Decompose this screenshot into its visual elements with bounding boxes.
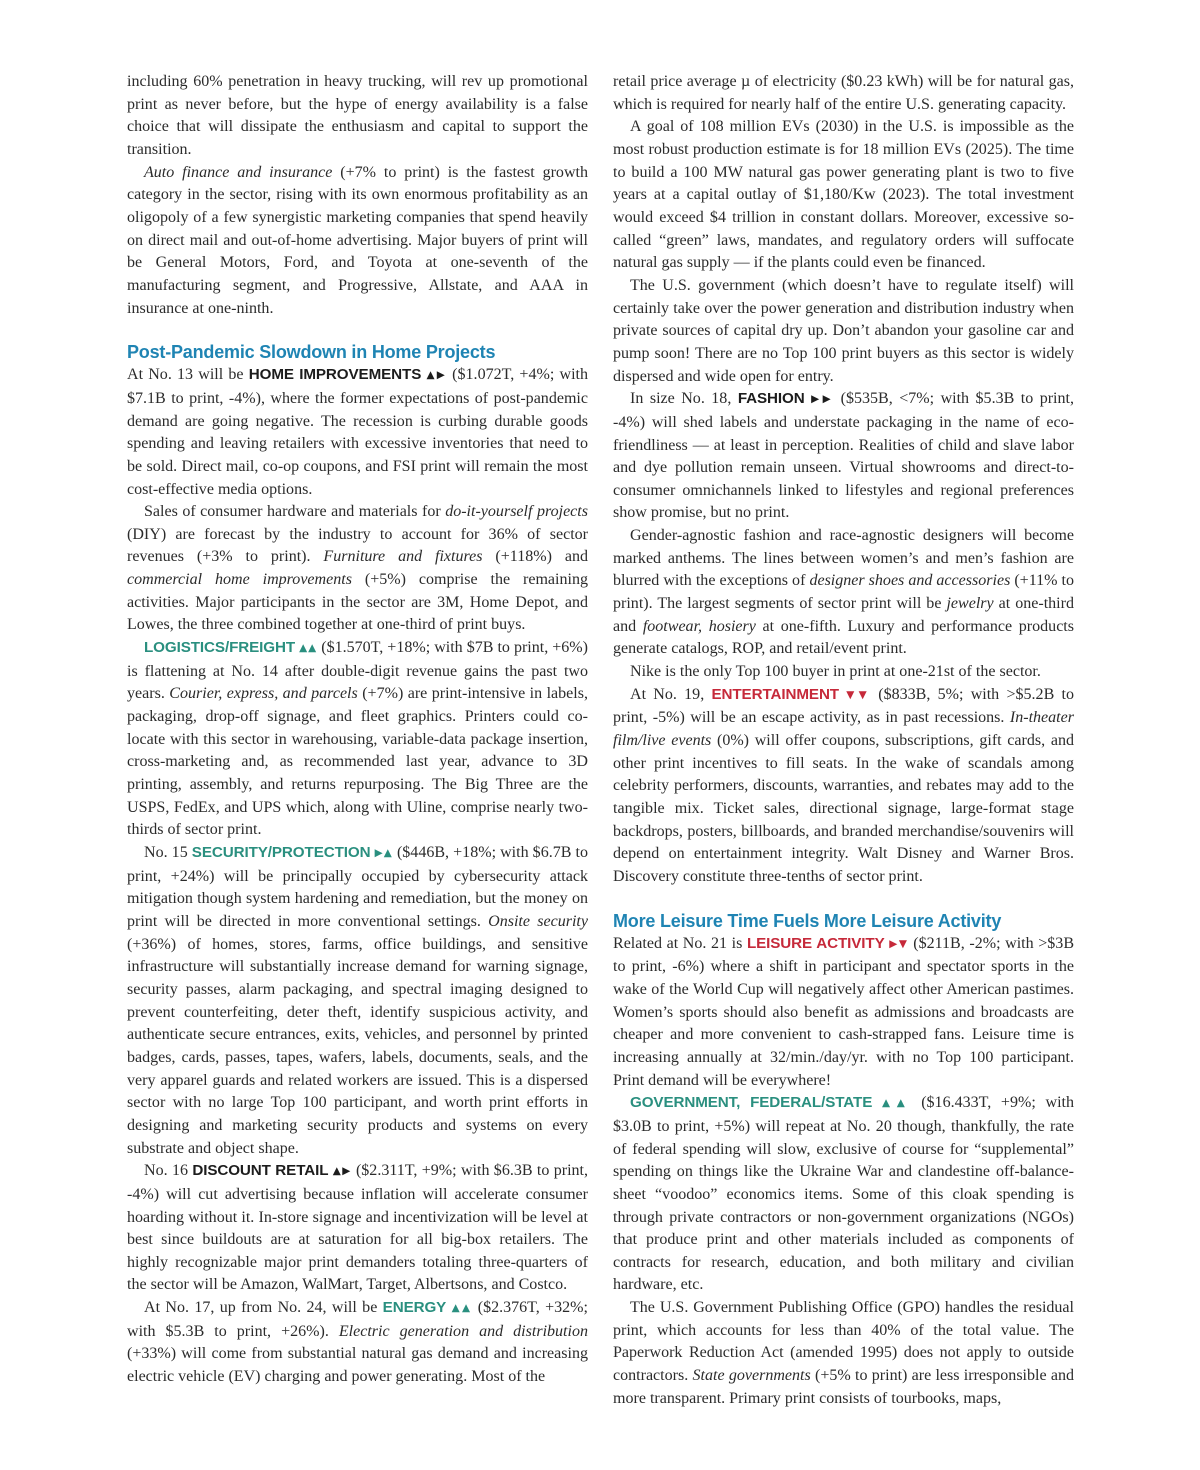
trend-arrows-icon: ▶▼ — [889, 937, 909, 950]
emphasis: Auto finance and insurance — [144, 163, 333, 181]
sector-label: ENERGY — [382, 1299, 447, 1317]
paragraph-text: (+33%) will come from substantial natural gas demand and increasing electric vehicle (EV) charging and power generating. Most of the — [127, 1345, 588, 1386]
trend-arrows-icon: ▶▶ — [811, 393, 835, 406]
paragraph-entertainment — [613, 684, 1074, 889]
paragraph-text: (+5% to print) are less irresponsible and more transparent. Primary print consists of tourbooks, maps, — [613, 1367, 1075, 1407]
sector-label: DISCOUNT RETAIL — [192, 1162, 329, 1180]
paragraph-text: ($446B, +18%; with $6.7B to print, +24%) will be principally occupied by cybersecurity attack mitigation though system hardening and remediation, but the money on print will be directed in more conventional settings. — [127, 844, 588, 930]
paragraph-text: ($2.376T, +32%; with $5.3B to print, +26%). — [127, 1299, 588, 1340]
emphasis: do-it-yourself projects — [445, 503, 588, 521]
paragraph-text: At No. 17, up from No. 24, will be — [144, 1299, 383, 1317]
emphasis: footwear, hosiery — [642, 617, 756, 635]
paragraph-text: at one-fifth. Luxury and performance products generate catalogs, ROP, and retail/event print. — [613, 617, 1074, 658]
left-column — [127, 71, 588, 1389]
emphasis: jewelry — [946, 595, 994, 613]
paragraph: The U.S. government (which doesn’t have to regulate itself) will certainly take over the power generation and distribution industry when private sources of capital dry up. Don’t abandon your gasoline car and pump soon! There are no Top 100 print buyers as this sector is widely dispersed and wide open for entry. — [613, 276, 1074, 385]
right-column — [613, 71, 1074, 1410]
paragraph-text: ($1.072T, +4%; with $7.1B to print, -4%), where the former expectations of post-pandemic demand are going negative. The recession is curbing durable goods spending and leaving retailers with excessive inventories that need to be sold. Direct mail, co-op coupons, and FSI print will remain the most cost-effective media options. — [127, 366, 588, 498]
paragraph-text: No. 16 — [144, 1162, 193, 1180]
paragraph-text: Sales of consumer hardware and materials for — [144, 503, 446, 521]
paragraph-text: ($211B, -2%; with >$3B to print, -6%) where a shift in participant and spectator sports in the wake of the World Cup will negatively affect other American pastimes. Women’s sports should also benefit as admissions and broadcasts are cheaper and more convenient to cash-strapped fans. Leisure time is increasing annually at 32/min./day/yr. with no Top 100 participant. Print demand will be everywhere! — [613, 934, 1075, 1089]
paragraph — [613, 525, 1074, 661]
emphasis: Courier, express, and parcels — [169, 685, 358, 703]
paragraph-text: (+36%) of homes, stores, farms, office buildings, and sensitive infrastructure will substantially increase demand for warning signage, security passes, alarm packaging, and spectral imaging designed to prevent counterfeiting, deter theft, identify suspicious activity, and authenticate secure entrances, exits, vehicles, and personnel by printed badges, cards, passes, tapes, wafers, labels, documents, seals, and the very apparel guards and related workers are issued. This is a dispersed sector with no large Top 100 participant, and worth print efforts in designing and marketing security products and systems on every substrate and object shape. — [127, 935, 588, 1157]
sector-label: ENTERTAINMENT — [711, 685, 839, 703]
paragraph-text: ($2.311T, +9%; with $6.3B to print, -4%) will cut advertising because inflation will accelerate consumer hoarding without it. In-store signage and incentivization will be level at best since buildouts are at saturation for all big-box retailers. The highly recognizable major print demanders totaling three-quarters of the sector will be Amazon, WalMart, Target, Albertsons, and Costco. — [127, 1162, 588, 1294]
paragraph-security — [127, 842, 588, 1160]
paragraph-text: At No. 13 will be — [127, 366, 249, 384]
trend-arrows-icon: ▼▼ — [846, 688, 871, 701]
emphasis: In-theater film/live events — [613, 709, 1074, 750]
paragraph-text: (+7%) are print-intensive in labels, packaging, drop-off signage, and fleet graphics. Printers could co-locate with this sector in warehousing, variable-data package insertion, cross-marketing and, as recommended last year, advance to 3D printing, assembly, and returns repurposing. The Big Three are the USPS, FedEx, and UPS which, along with Uline, comprise nearly two-thirds of sector print. — [127, 685, 588, 839]
paragraph-leisure — [613, 933, 1074, 1093]
sector-label: LOGISTICS/FREIGHT — [144, 639, 296, 657]
paragraph: Nike is the only Top 100 buyer in print at one-21st of the sector. — [630, 663, 1041, 681]
paragraph — [613, 1297, 1074, 1410]
paragraph-text: ($535B, <7%; with $5.3B to print, -4%) will shed labels and understate packaging in the name of eco-friendliness — at least in perception. Realities of child and slave labor and dye pollution remain unseen. Virtual showrooms and direct-to-consumer omnichannels linked to lifestyles and regional preferences show promise, but no print. — [613, 390, 1074, 522]
trend-arrows-icon: ▲▲ — [451, 1302, 473, 1315]
trend-arrows-icon: ▲▶ — [332, 1165, 352, 1178]
paragraph-text: (+118%) and — [482, 548, 588, 566]
sector-label: HOME IMPROVEMENTS — [248, 366, 422, 384]
paragraph-fashion — [613, 388, 1074, 525]
emphasis: State governments — [692, 1367, 811, 1385]
paragraph-text: In size No. 18, — [630, 390, 738, 408]
trend-arrows-icon: ▲▶ — [426, 369, 447, 382]
emphasis: Electric generation and distribution — [338, 1322, 588, 1340]
paragraph-text: No. 15 — [144, 844, 192, 861]
paragraph: retail price average µ of electricity ($0.23 kWh) will be for natural gas, which is required for nearly half of the entire U.S. generating capacity. — [613, 73, 1074, 113]
paragraph: including 60% penetration in heavy trucking, will rev up promotional print as never before, but the hype of energy availability is a false choice that will dissipate the enthusiasm and capital to support the transition. — [127, 73, 588, 158]
paragraph-text: Gender-agnostic fashion and race-agnostic designers will become marked anthems. The lines between women’s and men’s fashion are blurred with the exceptions of — [613, 527, 1074, 590]
paragraph-text: (+11% to print). The largest segments of sector print will be — [613, 572, 1075, 613]
sector-label: LEISURE ACTIVITY — [746, 934, 885, 952]
paragraph-text: (+5%) comprise the remaining activities. Major participants in the sector are 3M, Home Depot, and Lowes, the three combined together at one-third of print buys. — [127, 571, 588, 634]
paragraph-home-improvements — [127, 364, 588, 501]
paragraph-text: ($16.433T, +9%; with $3.0B to print, +5%) will repeat at No. 20 though, thankfully, the rate of federal spending will slow, exclusive of course for “supplemental” spending on things like the Ukraine War and clandestine off-balance-sheet “voodoo” economics items. Some of this cloak spending is through private contractors or non-government organizations (NGOs) that produce print and other materials included as components of contracts for research, education, and both military and civilian hardware, etc. — [613, 1094, 1074, 1294]
paragraph-energy — [127, 1297, 588, 1389]
paragraph: A goal of 108 million EVs (2030) in the U.S. is impossible as the most robust production estimate is for 18 million EVs (2025). The time to build a 100 MW natural gas power generating plant is two to five years at a capital outlay of $1,180/Kw (2023). The total investment would exceed $4 trillion in constant dollars. Moreover, excessive so-called “green” laws, mandates, and regulatory orders will suffocate natural gas supply — if the plants could even be financed. — [613, 118, 1074, 272]
trend-arrows-icon: ▶▲ — [374, 847, 393, 859]
paragraph-text: At No. 19, — [630, 685, 712, 703]
paragraph-text: Related at No. 21 is — [613, 934, 747, 952]
emphasis: Furniture and fixtures — [323, 548, 483, 566]
paragraph-government — [613, 1092, 1074, 1297]
sector-label: GOVERNMENT, FEDERAL/STATE — [630, 1094, 873, 1112]
paragraph-text: (DIY) are forecast by the industry to account for 36% of sector revenues (+3% to print). — [127, 525, 588, 566]
section-heading: More Leisure Time Fuels More Leisure Activity — [613, 910, 1002, 931]
trend-arrows-icon: ▲▲ — [299, 642, 318, 655]
paragraph-logistics — [127, 637, 588, 842]
trend-arrows-icon: ▲▲ — [881, 1097, 912, 1110]
paragraph-text: ($833B, 5%; with >$5.2B to print, -5%) will be an escape activity, as in past recessions. — [613, 685, 1074, 727]
paragraph-text: ($1.570T, +18%; with $7B to print, +6%) is flattening at No. 14 after double-digit revenue gains the past two years. — [127, 639, 588, 703]
paragraph-discount-retail — [127, 1160, 588, 1297]
paragraph-text: (+7% to print) is the fastest growth category in the sector, rising with its own enormous profitability as an oligopoly of a few synergistic marketing companies that spend heavily on direct mail and out-of-home advertising. Major buyers of print will be General Motors, Ford, and Toyota at one-seventh of the manufacturing segment, and Progressive, Allstate, and AAA in insurance at one-ninth. — [127, 163, 588, 317]
paragraph — [127, 162, 588, 321]
emphasis: designer shoes and accessories — [809, 572, 1011, 590]
emphasis: Onsite security — [488, 912, 588, 930]
paragraph-text: The U.S. Government Publishing Office (GPO) handles the residual print, which accounts for less than 40% of the total value. The Paperwork Reduction Act (amended 1995) does not apply to outside contractors. — [613, 1299, 1074, 1385]
paragraph — [127, 501, 588, 637]
emphasis: commercial home improvements — [127, 571, 352, 589]
sector-label: FASHION — [737, 390, 805, 408]
section-heading: Post-Pandemic Slowdown in Home Projects — [127, 342, 496, 363]
paragraph-text: (0%) will offer coupons, subscriptions, gift cards, and other print incentives to fill seats. In the wake of scandals among celebrity performers, discounts, warranties, and rebates may add to the tangible mix. Ticket sales, directional signage, large-format stage backdrops, posters, billboards, and branded merchandise/souvenirs will depend on entertainment integrity. Walt Disney and Warner Bros. Discovery constitute three-tenths of sector print. — [613, 732, 1074, 885]
sector-label: SECURITY/PROTECTION — [191, 844, 371, 861]
paragraph-text: at one-third and — [613, 595, 1074, 635]
